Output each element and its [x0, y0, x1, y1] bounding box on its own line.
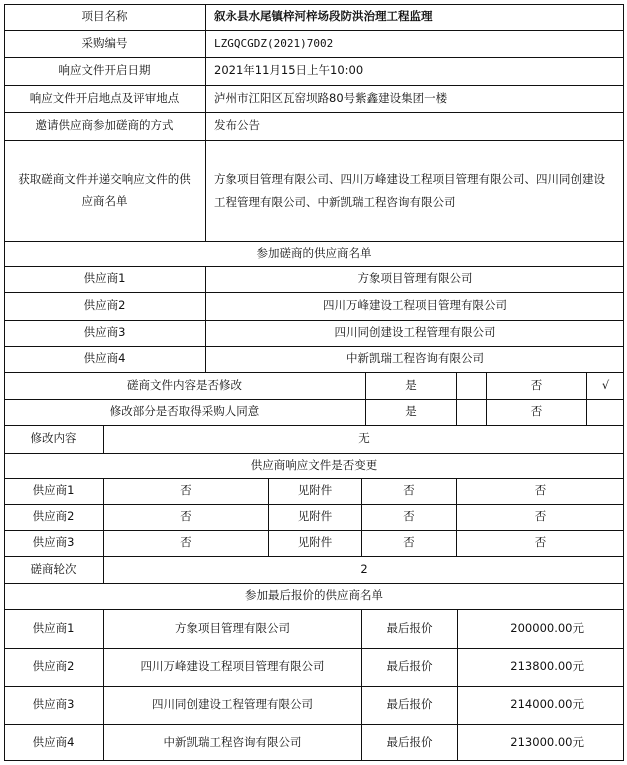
final-quotes-section-title: 参加最后报价的供应商名单: [245, 588, 383, 603]
table-row: [4, 530, 624, 556]
no-label: 否: [487, 372, 587, 399]
no-check-mark: √: [601, 377, 610, 392]
yes-check-box: [457, 372, 487, 399]
table-row: [4, 478, 624, 504]
location-label: 响应文件开启地点及评审地点: [4, 85, 206, 112]
invite-method-value: 发布公告: [214, 118, 260, 133]
yes-label: 是: [366, 399, 457, 425]
final-price: 200000.00元: [510, 620, 584, 635]
change-value: 否: [534, 535, 547, 550]
final-price: 214000.00元: [510, 697, 584, 712]
supplier-name: 中新凯瑞工程咨询有限公司: [104, 724, 362, 761]
procurement-code-label: 采购编号: [4, 30, 206, 57]
rounds-value: 2: [360, 561, 368, 576]
supplier-label: 供应商3: [4, 530, 104, 556]
table-row: [4, 648, 624, 686]
table-row-obtain-list: [4, 140, 624, 241]
table-row: [4, 724, 624, 761]
supplier-label: 供应商3: [4, 686, 104, 724]
change-value: 否: [362, 530, 457, 556]
price-label: 最后报价: [362, 648, 458, 686]
rounds-label: 磋商轮次: [4, 556, 104, 583]
table-row: [4, 346, 624, 372]
table-row-location: [4, 85, 624, 112]
price-label: 最后报价: [362, 686, 458, 724]
change-value: 否: [104, 478, 269, 504]
participant-label: 供应商2: [4, 292, 206, 320]
attachment-note: 见附件: [269, 504, 362, 530]
table-row: [4, 292, 624, 320]
table-row-approval: [4, 399, 624, 425]
response-change-section-header: [4, 453, 624, 478]
supplier-label: 供应商2: [4, 648, 104, 686]
location-value: 泸州市江阳区瓦窑坝路80号紫鑫建设集团一楼: [214, 90, 448, 105]
table-row: [4, 320, 624, 346]
price-label: 最后报价: [362, 609, 458, 648]
change-value: 否: [534, 509, 547, 524]
supplier-name: 方象项目管理有限公司: [104, 609, 362, 648]
final-price: 213800.00元: [510, 659, 584, 674]
obtain-list-value: 方象项目管理有限公司、四川万峰建设工程项目管理有限公司、四川同创建设工程管理有限公司、中新凯瑞工程咨询有限公司: [214, 171, 605, 209]
final-price: 213000.00元: [510, 734, 584, 749]
supplier-label: 供应商1: [4, 609, 104, 648]
participant-name: 中新凯瑞工程咨询有限公司: [346, 351, 484, 366]
supplier-name: 四川万峰建设工程项目管理有限公司: [104, 648, 362, 686]
open-date-value: 2021年11月15日上午10:00: [214, 63, 364, 78]
supplier-label: 供应商1: [4, 478, 104, 504]
no-label: 否: [487, 399, 587, 425]
final-quotes-section-header: [4, 583, 624, 609]
modify-content-label: 修改内容: [4, 425, 104, 453]
project-name-label: 项目名称: [4, 4, 206, 30]
participant-label: 供应商4: [4, 346, 206, 372]
table-row-rounds: [4, 556, 624, 583]
table-row: [4, 609, 624, 648]
obtain-list-label: 获取磋商文件并递交响应文件的供应商名单: [4, 140, 206, 241]
approval-question: 修改部分是否取得采购人同意: [4, 399, 366, 425]
supplier-name: 四川同创建设工程管理有限公司: [104, 686, 362, 724]
change-value: 否: [534, 483, 547, 498]
attachment-note: 见附件: [269, 478, 362, 504]
change-value: 否: [104, 530, 269, 556]
table-row-open-date: [4, 57, 624, 85]
response-change-section-title: 供应商响应文件是否变更: [250, 457, 378, 472]
participant-name: 四川万峰建设工程项目管理有限公司: [323, 298, 507, 313]
price-label: 最后报价: [362, 724, 458, 761]
project-name-value: 叙永县水尾镇梓河梓场段防洪治理工程监理: [214, 9, 433, 24]
modified-question: 磋商文件内容是否修改: [4, 372, 366, 399]
attachment-note: 见附件: [269, 530, 362, 556]
table-row-modify-content: [4, 425, 624, 453]
change-value: 否: [104, 504, 269, 530]
table-row: [4, 504, 624, 530]
supplier-label: 供应商4: [4, 724, 104, 761]
table-row-invite: [4, 112, 624, 140]
table-row: [4, 266, 624, 292]
participants-section-title: 参加磋商的供应商名单: [256, 245, 372, 260]
supplier-label: 供应商2: [4, 504, 104, 530]
table-row-modified: [4, 372, 624, 399]
participant-label: 供应商3: [4, 320, 206, 346]
invite-method-label: 邀请供应商参加磋商的方式: [4, 112, 206, 140]
table-row: [4, 686, 624, 724]
table-row-code: [4, 30, 624, 57]
procurement-code-value: LZGQCGDZ(2021)7002: [214, 36, 334, 50]
modify-content-value: 无: [358, 431, 370, 446]
participant-name: 四川同创建设工程管理有限公司: [334, 325, 496, 340]
yes-check-box: [457, 399, 487, 425]
participant-label: 供应商1: [4, 266, 206, 292]
change-value: 否: [362, 478, 457, 504]
table-row-project-name: [4, 4, 624, 30]
open-date-label: 响应文件开启日期: [4, 57, 206, 85]
participant-name: 方象项目管理有限公司: [357, 271, 473, 286]
yes-label: 是: [366, 372, 457, 399]
participants-section-header: [4, 241, 624, 266]
no-check-box: [587, 399, 624, 425]
change-value: 否: [362, 504, 457, 530]
